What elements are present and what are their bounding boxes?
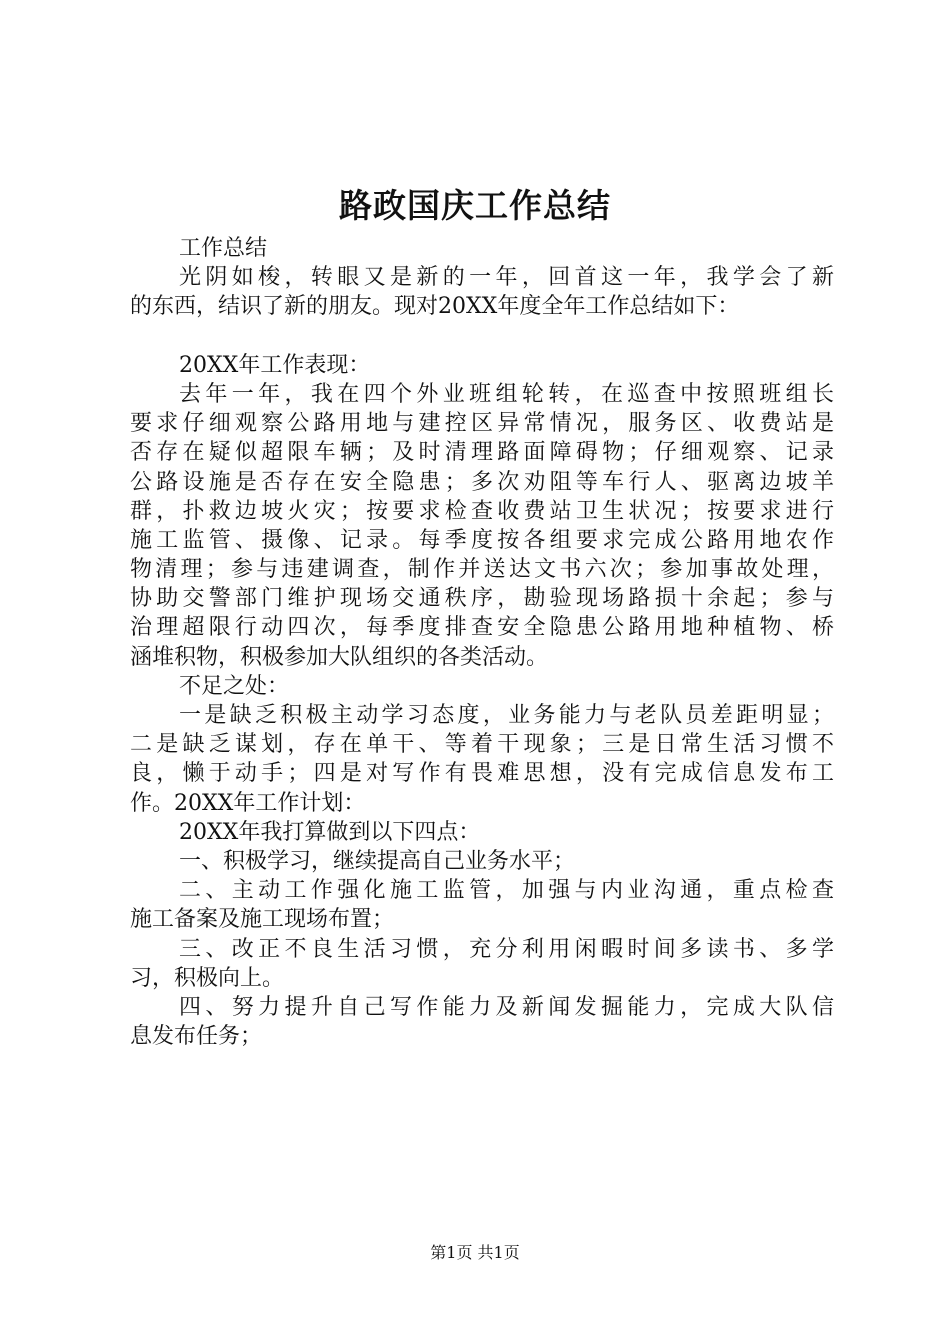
text-line: 光阴如梭，转眼又是新的一年，回首这一年，我学会了新 <box>179 265 834 291</box>
document-title: 路政国庆工作总结 <box>339 186 611 225</box>
text-line: 群，扑救边坡火灾；按要求检查收费站卫生状况；按要求进行 <box>130 498 834 524</box>
text-line: 涵堆积物，积极参加大队组织的各类活动。 <box>130 644 549 670</box>
text-line: 要求仔细观察公路用地与建控区异常情况，服务区、收费站是 <box>130 411 834 437</box>
text-line: 20XX年我打算做到以下四点： <box>179 819 481 845</box>
text-line: 二、主动工作强化施工监管，加强与内业沟通，重点检查 <box>179 878 834 904</box>
text-line: 否存在疑似超限车辆；及时清理路面障碍物；仔细观察、记录 <box>130 440 834 466</box>
text-line: 息发布任务； <box>130 1024 263 1050</box>
text-line: 二是缺乏谋划，存在单干、等着干现象；三是日常生活习惯不 <box>130 732 834 758</box>
text-line: 去年一年，我在四个外业班组轮转，在巡查中按照班组长 <box>179 381 834 407</box>
text-line: 一是缺乏积极主动学习态度，业务能力与老队员差距明显； <box>179 703 834 728</box>
text-line: 习，积极向上。 <box>130 965 285 991</box>
text-line: 的东西，结识了新的朋友。现对20XX年度全年工作总结如下： <box>130 294 740 320</box>
document-body <box>130 234 834 1051</box>
text-line: 施工监管、摄像、记录。每季度按各组要求完成公路用地农作 <box>130 527 834 553</box>
text-line: 良，懒于动手；四是对写作有畏难思想，没有完成信息发布工 <box>130 761 834 787</box>
text-line: 四、努力提升自己写作能力及新闻发掘能力，完成大队信 <box>179 994 834 1020</box>
text-line: 工作总结 <box>179 236 268 261</box>
text-line: 作。20XX年工作计划： <box>130 790 366 816</box>
text-line: 施工备案及施工现场布置； <box>130 907 395 933</box>
page-footer: 第1页 共1页 <box>430 1243 520 1262</box>
text-line: 20XX年工作表现： <box>179 352 371 378</box>
text-line: 不足之处： <box>179 673 290 699</box>
text-line: 公路设施是否存在安全隐患；多次劝阻等车行人、驱离边坡羊 <box>130 469 834 495</box>
paragraph-gap <box>130 322 834 351</box>
text-line: 协助交警部门维护现场交通秩序，勘验现场路损十余起；参与 <box>130 586 834 612</box>
text-line: 物清理；参与违建调查，制作并送达文书六次；参加事故处理， <box>130 557 834 583</box>
text-line: 三、改正不良生活习惯，充分利用闲暇时间多读书、多学 <box>179 936 834 962</box>
text-line: 一、积极学习，继续提高自己业务水平； <box>179 848 576 874</box>
text-line: 治理超限行动四次，每季度排查安全隐患公路用地种植物、桥 <box>130 615 834 641</box>
